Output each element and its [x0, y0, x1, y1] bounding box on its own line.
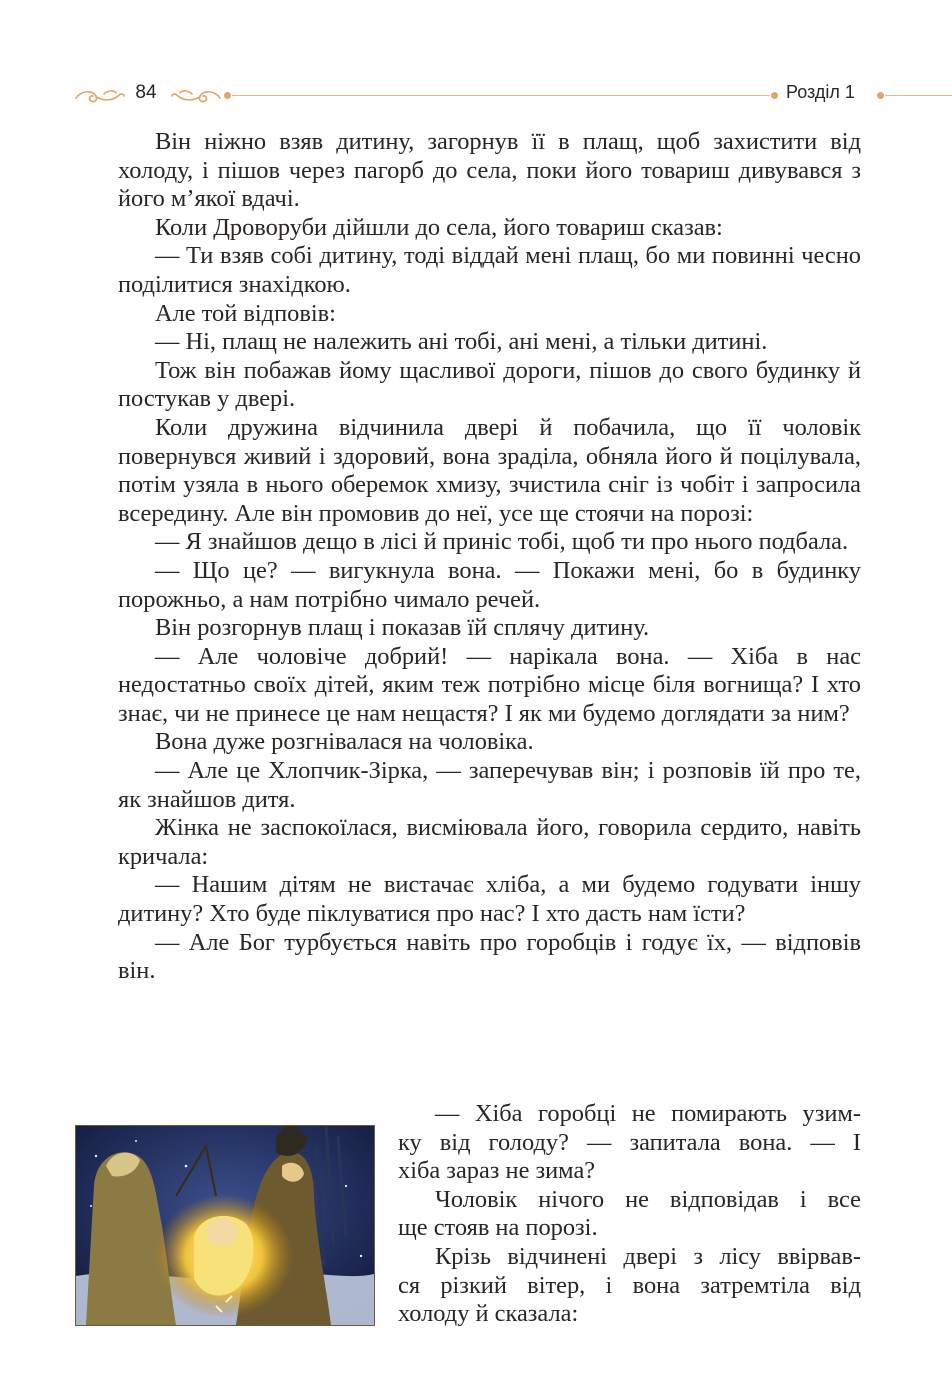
paragraph: Він розгорнув плащ і показав їй сплячу дитину. — [155, 614, 650, 642]
header-rule — [885, 95, 952, 96]
paragraph: — Але Бог турбується навіть про горобців і годує їх, — відповів він. — [118, 928, 861, 985]
section-title: Розділ 1 — [786, 82, 855, 102]
paragraph: — Ні, плащ не належить ані тобі, ані мені, а тільки дитині. — [155, 328, 768, 356]
paragraph: Але той відповів: — [155, 299, 336, 327]
paragraph: Тож він побажав йому щасливої дороги, пішов до свого будинку й постукав у двері. — [118, 356, 861, 413]
paragraph: Жінка не заспокоїлася, висміювала його, говорила сердито, навіть кричала: — [118, 814, 861, 870]
header-rule — [232, 95, 770, 96]
paragraph: Він ніжно взяв дитину, загорнув її в плащ, щоб захистити від холоду, і пішов через пагорб до села, поки його товариш дивувався з його м’якої вдачі. — [118, 128, 861, 213]
side-text-line: ще стояв на порозі. — [398, 1214, 598, 1242]
paragraph: Вона дуже розгнівалася на чоловіка. — [155, 728, 534, 756]
page-header — [0, 80, 952, 110]
side-text-line: хіба зараз не зима? — [398, 1157, 596, 1185]
side-text-line: Крізь відчинені двері з лісу ввірвав- — [435, 1243, 861, 1270]
paragraph: — Що це? — вигукнула вона. — Покажи мені, бо в будинку порожньо, а нам потрібно чимало речей. — [118, 556, 861, 613]
side-text-line: ся різкий вітер, і вона затремтіла від — [398, 1271, 861, 1299]
paragraph: — Ти взяв собі дитину, тоді віддай мені плащ, бо ми повинні чесно поділитися знахідкою. — [118, 242, 861, 298]
right-ornament-icon — [170, 82, 222, 108]
nativity-illustration — [75, 1125, 375, 1326]
paragraph: — Я знайшов дещо в лісі й приніс тобі, щоб ти про нього подбала. — [155, 528, 849, 556]
paragraph: — Але чоловіче добрий! — нарікала вона. — Хіба в нас недостатньо своїх дітей, яким теж потрібно місце біля вогнища? І хто знає, чи не принесе це нам нещастя? І як ми будемо доглядати за ним? — [118, 642, 861, 727]
paragraph: Коли Дроворуби дійшли до села, його товариш сказав: — [155, 213, 723, 241]
header-dot — [224, 92, 231, 99]
side-text-line: Чоловік нічого не відповідав і все — [435, 1185, 861, 1213]
paragraph: Коли дружина відчинила двері й побачила, що її чоловік повернувся живий і здоровий, вона зраділа, обняла його й поцілувала, потім узяла в нього оберемок хмизу, зчистила сніг із чобіт і запросила всередину. Але він промовив до неї, усе ще стоячи на порозі: — [118, 413, 861, 527]
header-dot — [771, 92, 778, 99]
paragraph: — Нашим дітям не вистачає хліба, а ми будемо годувати іншу дитину? Хто буде піклуватися про нас? І хто дасть нам їсти? — [118, 871, 861, 928]
paragraph: — Але це Хлопчик-Зірка, — заперечував він; і розповів їй про те, як знайшов дитя. — [118, 757, 861, 813]
header-dot — [877, 92, 884, 99]
page-number: 84 — [135, 82, 157, 103]
body-text — [118, 128, 861, 986]
side-text-line: холоду й сказала: — [398, 1300, 579, 1328]
left-ornament-icon — [74, 82, 126, 108]
side-text-line: ку від голоду? — запитала вона. — І — [398, 1128, 861, 1156]
side-text-line: — Хіба горобці не помирають узим- — [435, 1100, 861, 1127]
